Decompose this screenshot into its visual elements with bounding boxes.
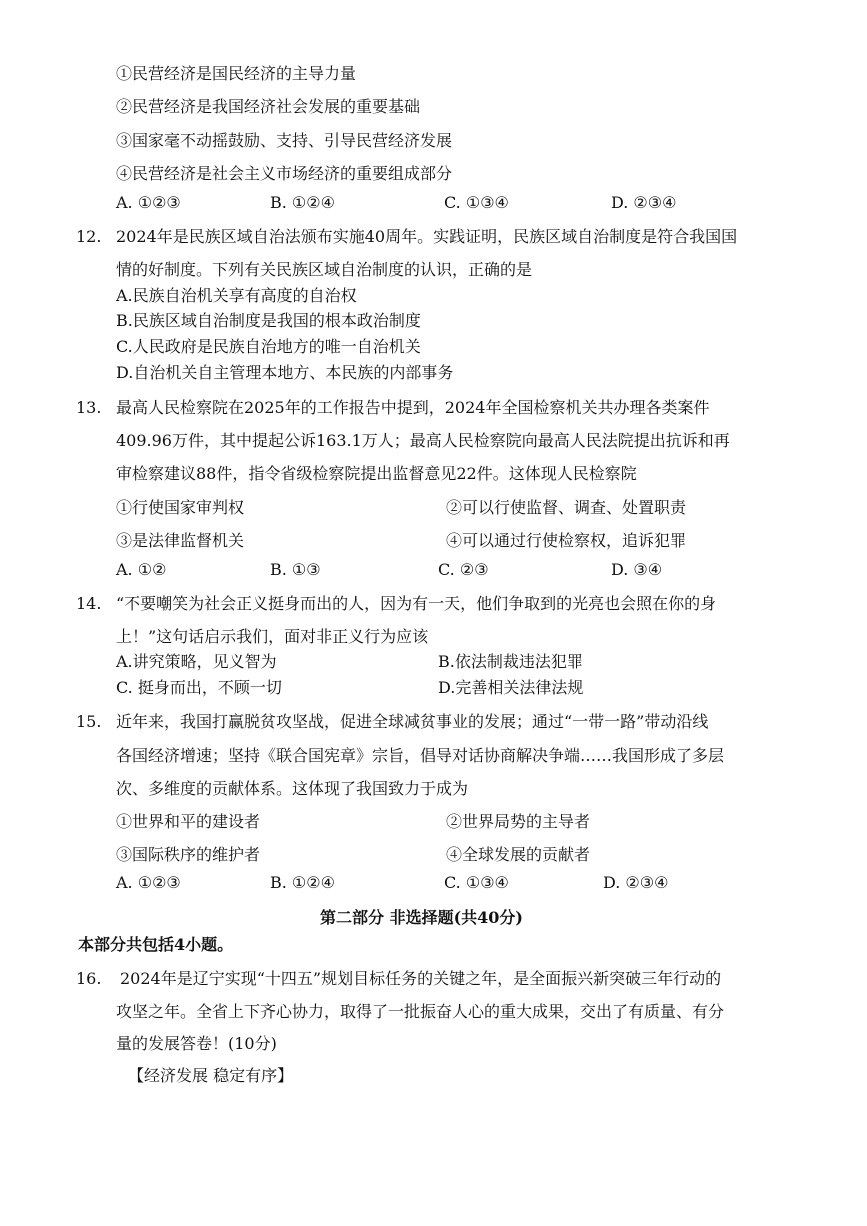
q13-statement-4: ④可以通过行使检察权，追诉犯罪: [446, 531, 687, 550]
q15-option-c: C. ①③④: [444, 873, 509, 892]
q11-option-a: A. ①②③: [116, 193, 181, 212]
q15-option-a: A. ①②③: [116, 873, 181, 892]
q12-stem-line-1: 2024年是民族区域自治法颁布实施40周年。实践证明，民族区域自治制度是符合我国国: [116, 227, 738, 246]
part2-intro: 本部分共包括4小题。: [78, 935, 234, 954]
q12-stem-line-2: 情的好制度。下列有关民族区域自治制度的认识，正确的是: [116, 260, 533, 279]
q13-statement-2: ②可以行使监督、调查、处置职责: [446, 498, 687, 517]
q13-number: 13.: [76, 398, 102, 417]
q14-option-c: C. 挺身而出，不顾一切: [116, 678, 282, 697]
q15-stem-line-1: 近年来，我国打赢脱贫攻坚战，促进全球减贫事业的发展；通过“一带一路”带动沿线: [116, 712, 709, 731]
q15-number: 15.: [76, 712, 102, 731]
q14-number: 14.: [76, 594, 102, 613]
q12-option-d: D.自治机关自主管理本地方、本民族的内部事务: [116, 363, 454, 382]
q12-option-a: A.民族自治机关享有高度的自治权: [116, 286, 357, 305]
q14-stem-line-2: 上！”这句话启示我们，面对非正义行为应该: [116, 627, 429, 646]
q15-statement-4: ④全球发展的贡献者: [446, 845, 591, 864]
q15-stem-line-2: 各国经济增速；坚持《联合国宪章》宗旨，倡导对话协商解决争端……我国形成了多层: [116, 746, 725, 765]
q11-statement-4: ④民营经济是社会主义市场经济的重要组成部分: [116, 164, 453, 183]
q11-option-d: D. ②③④: [611, 193, 677, 212]
q14-option-b: B.依法制裁违法犯罪: [438, 652, 583, 671]
q13-option-c: C. ②③: [438, 560, 489, 579]
q13-option-b: B. ①③: [270, 560, 321, 579]
q15-option-d: D. ②③④: [603, 873, 669, 892]
q13-statement-3: ③是法律监督机关: [116, 531, 245, 550]
q15-statement-1: ①世界和平的建设者: [116, 812, 261, 831]
q14-stem-line-1: “不要嘲笑为社会正义挺身而出的人，因为有一天，他们争取到的光亮也会照在你的身: [116, 594, 717, 613]
q12-number: 12.: [76, 227, 102, 246]
q12-option-c: C.人民政府是民族自治地方的唯一自治机关: [116, 337, 421, 356]
q13-option-d: D. ③④: [611, 560, 663, 579]
q15-statement-3: ③国际秩序的维护者: [116, 845, 261, 864]
q16-number: 16.: [76, 969, 102, 988]
q15-statement-2: ②世界局势的主导者: [446, 812, 591, 831]
q13-stem-line-3: 审检察建议88件，指令省级检察院提出监督意见22件。这体现人民检察院: [116, 464, 637, 483]
q16-section-heading: 【经济发展 稳定有序】: [128, 1066, 294, 1085]
q13-stem-line-2: 409.96万件，其中提起公诉163.1万人；最高人民检察院向最高人民法院提出抗诉和再: [116, 431, 730, 450]
q13-option-a: A. ①②: [116, 560, 167, 579]
q16-stem-line-2: 攻坚之年。全省上下齐心协力，取得了一批振奋人心的重大成果，交出了有质量、有分: [116, 1002, 725, 1021]
q14-option-a: A.讲究策略，见义智为: [116, 652, 277, 671]
q15-stem-line-3: 次、多维度的贡献体系。这体现了我国致力于成为: [116, 779, 469, 798]
q16-stem-line-1: 2024年是辽宁实现“十四五”规划目标任务的关键之年，是全面振兴新突破三年行动的: [120, 969, 722, 988]
q14-option-d: D.完善相关法律法规: [438, 678, 584, 697]
q11-option-c: C. ①③④: [444, 193, 509, 212]
q12-option-b: B.民族区域自治制度是我国的根本政治制度: [116, 311, 421, 330]
q16-stem-line-3: 量的发展答卷！(10分): [116, 1034, 277, 1053]
q13-statement-1: ①行使国家审判权: [116, 498, 245, 517]
q11-option-b: B. ①②④: [270, 193, 335, 212]
q11-statement-3: ③国家毫不动摇鼓励、支持、引导民营经济发展: [116, 131, 453, 150]
part2-title: 第二部分 非选择题(共40分): [320, 908, 523, 927]
q13-stem-line-1: 最高人民检察院在2025年的工作报告中提到，2024年全国检察机关共办理各类案件: [116, 398, 710, 417]
q11-statement-1: ①民营经济是国民经济的主导力量: [116, 64, 357, 83]
q15-option-b: B. ①②④: [270, 873, 335, 892]
q11-statement-2: ②民营经济是我国经济社会发展的重要基础: [116, 97, 421, 116]
